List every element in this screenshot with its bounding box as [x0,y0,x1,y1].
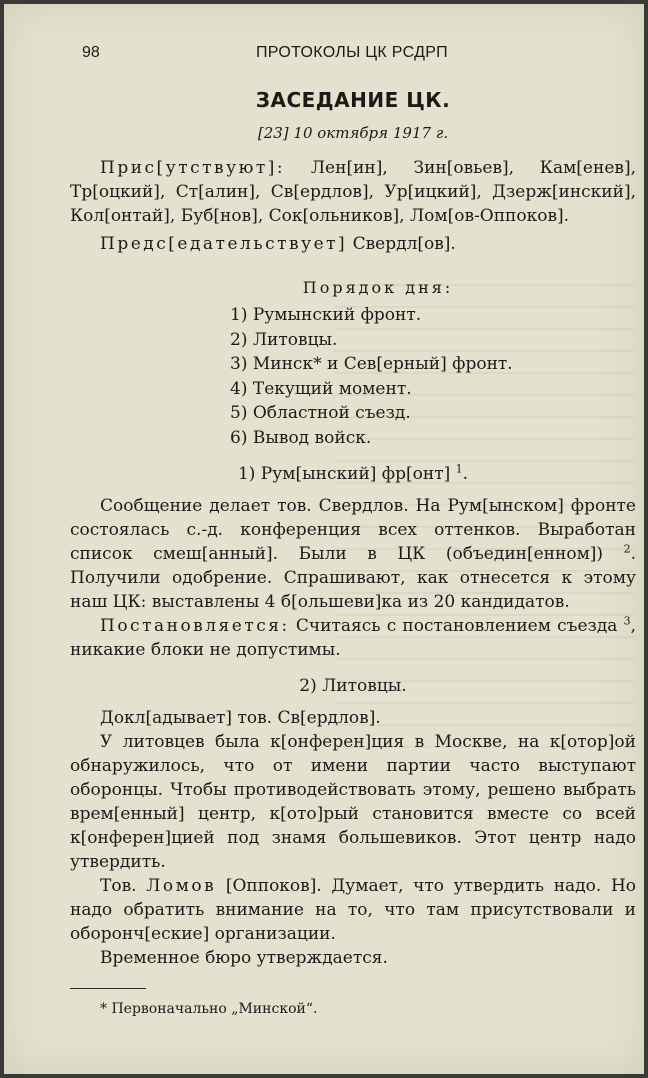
agenda-item: 6) Вывод войск. [230,427,372,448]
running-title: ПРОТОКОЛЫ ЦК РСДРП [256,44,448,61]
running-head [70,42,636,68]
agenda-item: 3) Минск* и Сев[ерный] фронт. [230,354,513,374]
section-heading-lithuanians: 2) Литовцы. [299,676,407,696]
resolution-paragraph: Постановляется: Считаясь с постановлением съезда $^3$, никакие блоки не допустимы. [70,614,637,660]
agenda-item: 2) Литовцы. [230,329,338,350]
attendance-list: Лен[ин], Зин[овьев], Кам[енев], Тр[оцкий], Ст[алин], Св[ердлов], Ур[ицкий], Дзерж[инский], Кол[онтай], Буб[нов], Сок[ольников], Лом[ов-Оппоков]. [70,158,636,226]
footnote: * Первоначально „Минской“. [100,1001,318,1017]
section2-text [70,706,636,970]
page-number: 98 [82,44,100,61]
decision-paragraph: Временное бюро утверждается. [100,948,388,968]
session-date: [23] 10 октября 1917 г. [257,124,449,142]
lithuanian-conference-paragraph: У литовцев была к[онферен]ция в Москве, на к[отор]ой обнаружилось, что от имени партии часто выступают оборонцы. Чтобы противодействовать этому, решено выбрать врем[енный] центр, к[ото]рый становится вместе со всей к[онферен]цией под знамя большевиков. Этот центр надо утвердить. [70,732,636,872]
section1-text [70,494,636,662]
footnote-divider [70,988,146,989]
session-title: ЗАСЕДАНИЕ ЦК. [255,88,451,112]
chair-label: Предс[едательствует] [100,234,348,254]
body-text [70,156,636,256]
document-page [4,4,644,1074]
chair-name: Свердл[ов]. [352,234,456,254]
agenda-heading: Порядок дня: [302,278,454,297]
page-content [70,42,636,1017]
report-paragraph: Сообщение делает тов. Свердлов. На Рум[ынском] фронте состоялась с.-д. конференция всех оттенков. Выработан список смеш[анный]. Были в ЦК (объедин[енном]) $^2$. Получили одобрение. Спрашивают, как отнесется к этому наш ЦК: выставлены 4 б[ольшеви]ка из 20 кандидатов. [70,496,637,612]
agenda-item: 4) Текущий момент. [230,378,412,399]
speaker-name: Ломов [146,876,217,896]
lomov-paragraph: Тов. Ломов [Оппоков]. Думает, что утвердить надо. Но надо обратить внимание на то, что там присутствовали и оборонч[еские] организации. [70,876,637,944]
attendance-label: Прис[утствуют]: [100,158,286,178]
agenda-item: 1) Румынский фронт. [230,305,422,325]
section-heading-romanian-front: 1) Рум[ынский] фр[онт] $^1$. [237,462,469,484]
footnote-ref: 1 [455,462,463,476]
chair-paragraph [70,232,636,256]
footnote-ref: 3 [623,614,631,628]
footnote-ref: 2 [623,542,631,556]
attendance-paragraph [70,156,636,228]
speaker-paragraph: Докл[адывает] тов. Св[ердлов]. [100,708,381,728]
agenda-item: 5) Областной съезд. [230,403,411,423]
agenda-list [230,303,636,450]
resolution-label: Постановляется: [100,616,290,636]
